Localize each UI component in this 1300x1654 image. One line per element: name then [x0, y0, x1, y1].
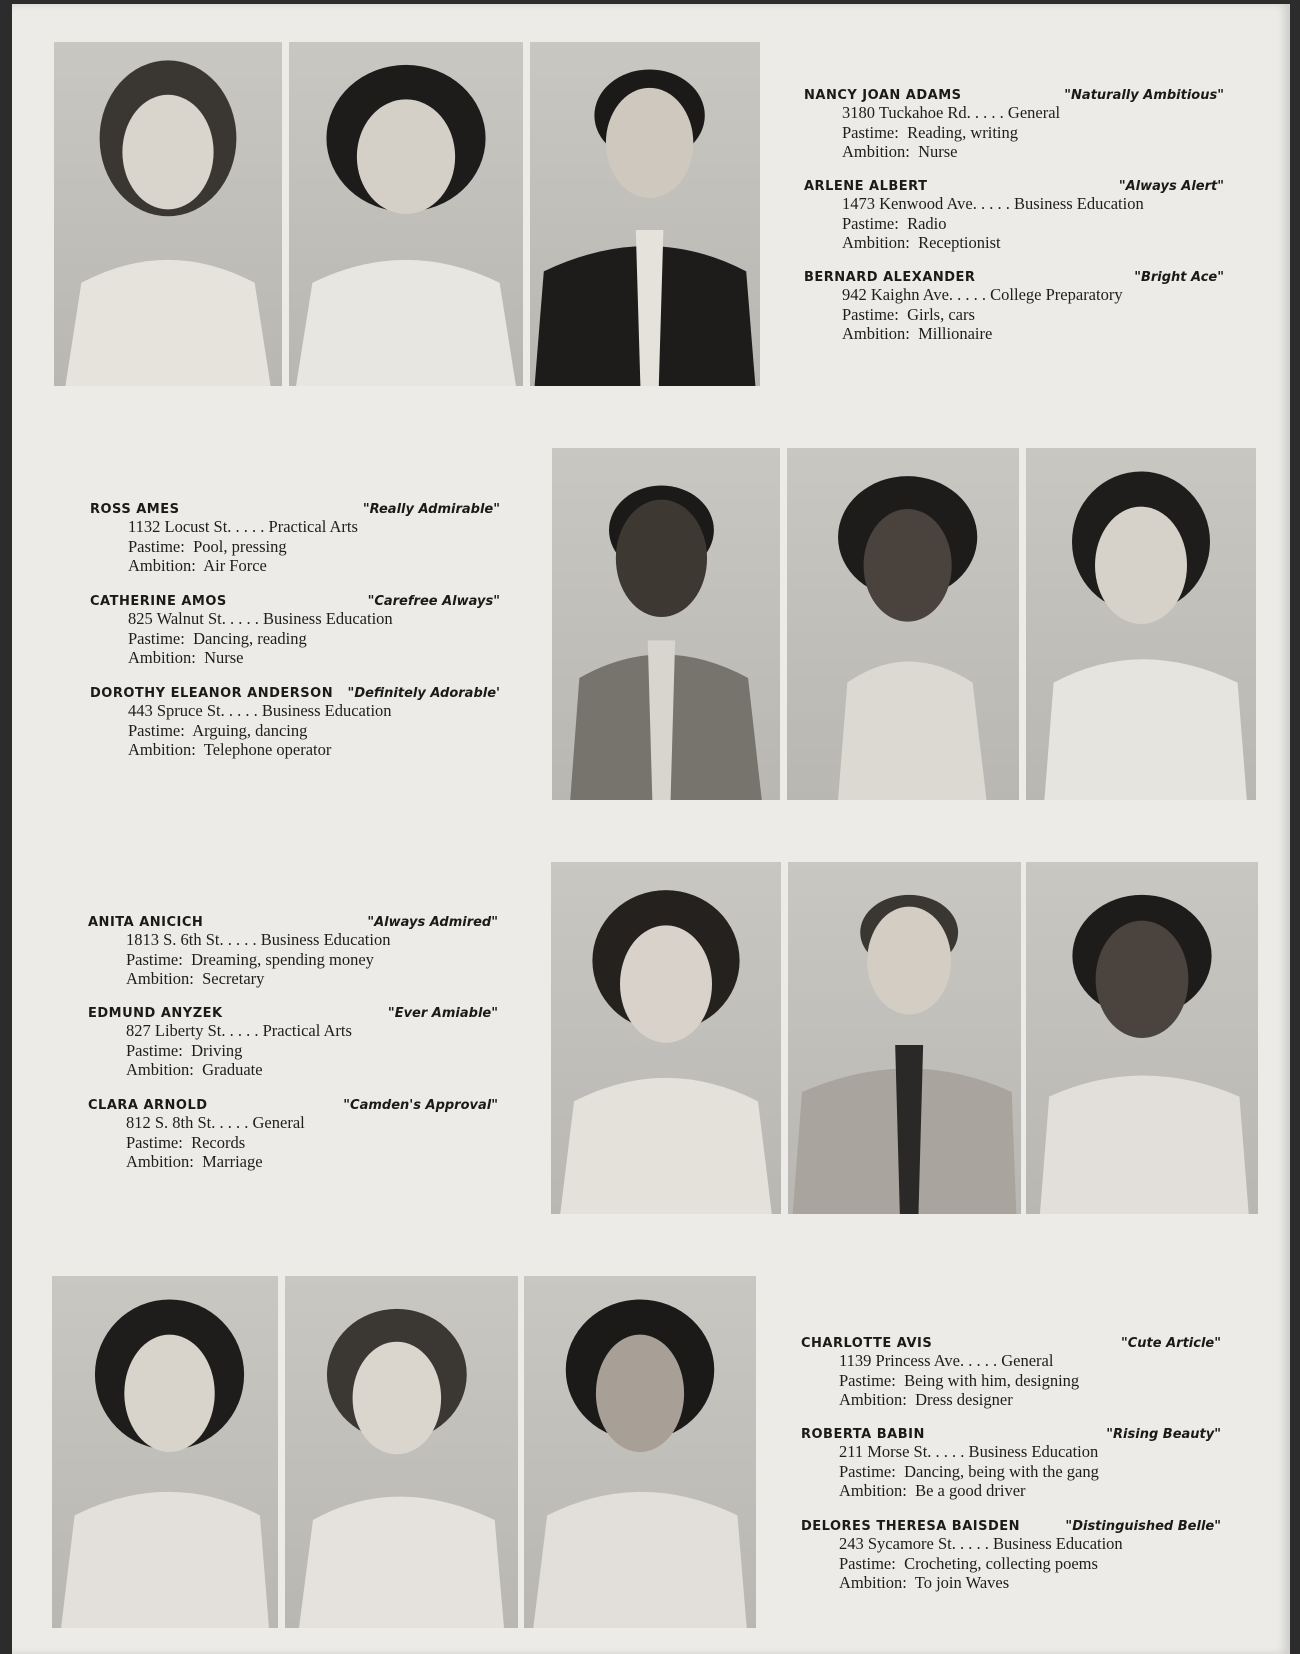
student-entry-nancy-joan-adams	[804, 88, 1224, 162]
student-pastime: Pastime: Dancing, reading	[128, 628, 307, 648]
student-nickname: "Always Admired"	[367, 915, 498, 930]
portrait-photo-delores-theresa-baisden	[524, 1276, 756, 1628]
portrait-photo-edmund-anyzek	[788, 862, 1021, 1214]
student-name: EDMUND ANYZEK	[88, 1006, 223, 1021]
student-nickname: "Distinguished Belle"	[1065, 1519, 1221, 1534]
portrait-photo-catherine-amos	[787, 448, 1019, 800]
portrait-photo-roberta-babin	[285, 1276, 518, 1628]
student-pastime: Pastime: Dancing, being with the gang	[839, 1461, 1099, 1481]
student-pastime: Pastime: Driving	[126, 1040, 243, 1060]
student-entry-dorothy-eleanor-anderson	[90, 686, 500, 760]
student-ambition: Ambition: Nurse	[128, 648, 244, 667]
student-nickname: "Ever Amiable"	[387, 1006, 498, 1021]
student-ambition: Ambition: Nurse	[842, 142, 958, 161]
portrait-photo-bernard-alexander	[530, 42, 760, 386]
student-address: 942 Kaighn Ave. . . . . College Preparatory	[842, 285, 1123, 304]
student-name: DOROTHY ELEANOR ANDERSON	[90, 686, 334, 701]
portrait-photo-nancy-joan-adams	[54, 42, 282, 386]
student-name: CLARA ARNOLD	[88, 1098, 208, 1113]
student-name: ANITA ANICICH	[88, 915, 204, 930]
student-ambition: Ambition: Be a good driver	[839, 1481, 1026, 1500]
student-pastime: Pastime: Records	[126, 1132, 246, 1152]
student-nickname: "Always Alert"	[1118, 179, 1224, 194]
student-name: ARLENE ALBERT	[804, 179, 928, 194]
student-ambition: Ambition: To join Waves	[839, 1573, 1010, 1592]
student-address: 812 S. 8th St. . . . . General	[126, 1113, 305, 1132]
student-entry-clara-arnold	[88, 1098, 498, 1172]
student-name: NANCY JOAN ADAMS	[804, 88, 962, 103]
student-nickname: "Carefree Always"	[367, 594, 500, 609]
student-address: 827 Liberty St. . . . . Practical Arts	[126, 1021, 352, 1040]
student-name: DELORES THERESA BAISDEN	[801, 1519, 1021, 1534]
student-entry-roberta-babin	[801, 1427, 1221, 1501]
student-entry-catherine-amos	[90, 594, 500, 668]
student-ambition: Ambition: Secretary	[126, 969, 265, 988]
student-entry-anita-anicich	[88, 915, 498, 989]
student-pastime: Pastime: Arguing, dancing	[128, 720, 308, 740]
student-address: 825 Walnut St. . . . . Business Education	[128, 609, 393, 628]
student-entry-ross-ames	[90, 502, 500, 576]
student-pastime: Pastime: Radio	[842, 213, 947, 233]
student-entry-charlotte-avis	[801, 1336, 1221, 1410]
student-pastime: Pastime: Reading, writing	[842, 122, 1018, 142]
student-nickname: "Really Admirable"	[362, 502, 500, 517]
student-entry-edmund-anyzek	[88, 1006, 498, 1080]
student-address: 1473 Kenwood Ave. . . . . Business Education	[842, 194, 1144, 213]
student-ambition: Ambition: Air Force	[128, 556, 267, 575]
portrait-photo-dorothy-eleanor-anderson	[1026, 448, 1256, 800]
student-name: ROBERTA BABIN	[801, 1427, 925, 1442]
student-entry-arlene-albert	[804, 179, 1224, 253]
student-ambition: Ambition: Dress designer	[839, 1390, 1013, 1409]
student-address: 1132 Locust St. . . . . Practical Arts	[128, 517, 358, 536]
portrait-photo-anita-anicich	[551, 862, 781, 1214]
portrait-photo-charlotte-avis	[52, 1276, 278, 1628]
student-nickname: "Cute Article"	[1120, 1336, 1221, 1351]
student-ambition: Ambition: Telephone operator	[128, 740, 332, 759]
student-name: BERNARD ALEXANDER	[804, 270, 976, 285]
student-address: 1813 S. 6th St. . . . . Business Education	[126, 930, 391, 949]
student-address: 211 Morse St. . . . . Business Education	[839, 1442, 1099, 1461]
yearbook-page	[12, 4, 1290, 1654]
student-entry-delores-theresa-baisden	[801, 1519, 1221, 1593]
student-pastime: Pastime: Being with him, designing	[839, 1370, 1080, 1390]
student-address: 3180 Tuckahoe Rd. . . . . General	[842, 103, 1061, 122]
student-pastime: Pastime: Girls, cars	[842, 304, 975, 324]
student-ambition: Ambition: Millionaire	[842, 324, 993, 343]
portrait-photo-arlene-albert	[289, 42, 523, 386]
student-name: CHARLOTTE AVIS	[801, 1336, 933, 1351]
student-name: CATHERINE AMOS	[90, 594, 227, 609]
student-ambition: Ambition: Graduate	[126, 1060, 263, 1079]
student-address: 243 Sycamore St. . . . . Business Education	[839, 1534, 1123, 1553]
portrait-photo-ross-ames	[552, 448, 780, 800]
student-name: ROSS AMES	[90, 502, 180, 517]
student-nickname: "Definitely Adorable'	[347, 686, 500, 701]
student-nickname: "Rising Beauty"	[1106, 1427, 1221, 1442]
student-address: 1139 Princess Ave. . . . . General	[839, 1351, 1054, 1370]
student-pastime: Pastime: Crocheting, collecting poems	[839, 1553, 1098, 1573]
student-pastime: Pastime: Dreaming, spending money	[126, 949, 374, 969]
student-nickname: "Camden's Approval"	[343, 1098, 498, 1113]
student-nickname: "Naturally Ambitious"	[1064, 88, 1224, 103]
portrait-photo-clara-arnold	[1026, 862, 1258, 1214]
student-ambition: Ambition: Marriage	[126, 1152, 263, 1171]
student-pastime: Pastime: Pool, pressing	[128, 536, 287, 556]
student-ambition: Ambition: Receptionist	[842, 233, 1001, 252]
student-nickname: "Bright Ace"	[1134, 270, 1224, 285]
student-address: 443 Spruce St. . . . . Business Education	[128, 701, 392, 720]
student-entry-bernard-alexander	[804, 270, 1224, 344]
